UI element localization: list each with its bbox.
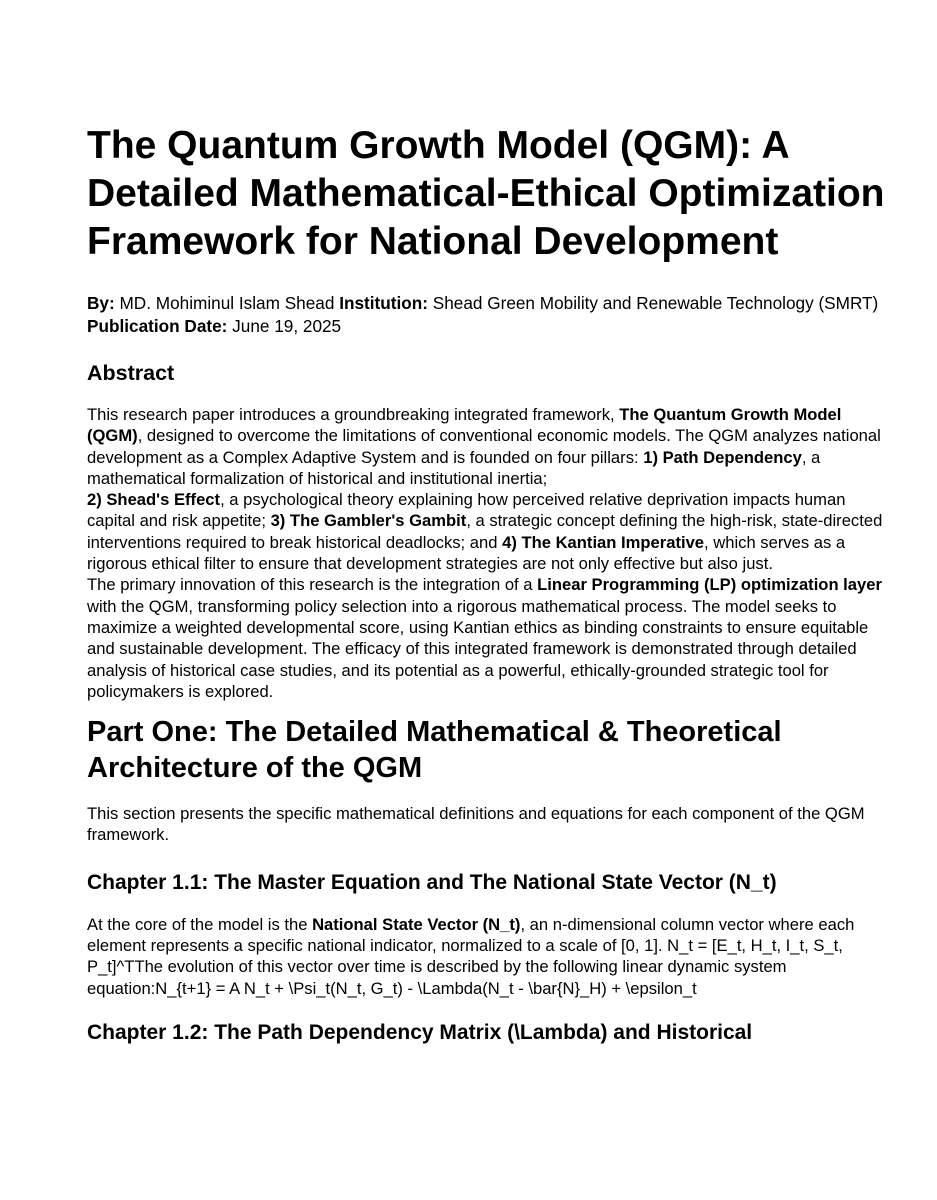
by-label: By: [87, 293, 115, 313]
abstract-p2-text-1: The primary innovation of this research is the integration of a [87, 575, 538, 595]
paper-title: The Quantum Growth Model (QGM): A Detailed Mathematical-Ethical Optimization Framework for National Development [87, 124, 885, 263]
abstract-p1-text-1: This research paper introduces a groundbreaking integrated framework, [87, 405, 620, 424]
abstract-paragraph-2 [87, 574, 887, 702]
chapter-1-2-heading: Chapter 1.2: The Path Dependency Matrix (\Lambda) and Historical [87, 1020, 753, 1044]
abstract-p1-bold-kantian-imperative: 4) The Kantian Imperative [502, 532, 705, 552]
chapter-1-1-text-1: At the core of the model is the [87, 914, 313, 934]
publication-date-label: Publication Date: [87, 316, 228, 336]
abstract-p1-text-5: , a strategic concept defining the high-risk, state-directed interventions required to break historical deadlocks; and [87, 511, 883, 552]
chapter-1-1-paragraph [87, 914, 887, 999]
abstract-p2-bold-lp-layer: Linear Programming (LP) optimization layer [537, 575, 882, 595]
paper-page [87, 122, 887, 1047]
abstract-p1-bold-sheads-effect: 2) Shead's Effect [87, 490, 221, 510]
institution-name: Shead Green Mobility and Renewable Technology (SMRT) [432, 293, 879, 313]
chapter-1-1-bold-state-vector: National State Vector (N_t) [312, 914, 521, 934]
abstract-paragraph-1 [87, 404, 887, 574]
abstract-p2-text-2: with the QGM, transforming policy selection into a rigorous mathematical process. The model seeks to maximize a weighted developmental score, using Kantian ethics as binding constraints to ensure equitable and sustainable development. The efficacy of this integrated framework is demonstrated through detailed analysis of historical case studies, and its potential as a powerful, ethically-grounded strategic tool for policymakers is explored. [87, 596, 869, 701]
publication-date: June 19, 2025 [232, 316, 342, 336]
chapter-1-1-text-2: , an n-dimensional column vector where each element represents a specific national indicator, normalized to a scale of [0, 1]. N_t = [E_t, H_t, I_t, S_t, P_t]^TThe evolution of this vector over time is described by the following linear dynamic system equation:N_{t+1} = A N_t + \Psi_t(N_t, G_t) - \Lambda(N_t - \bar{N}_H) + \epsilon_t [87, 914, 855, 998]
byline [87, 292, 887, 338]
abstract-p1-bold-gamblers-gambit: 3) The Gambler's Gambit [270, 511, 467, 531]
part-one-intro: This section presents the specific mathematical definitions and equations for each component of the QGM framework. [87, 804, 865, 845]
part-one-heading: Part One: The Detailed Mathematical & Theoretical Architecture of the QGM [87, 716, 782, 785]
chapter-1-1-heading: Chapter 1.1: The Master Equation and The National State Vector (N_t) [87, 870, 777, 894]
abstract-p1-text-4: , a psychological theory explaining how perceived relative deprivation impacts human capital and risk appetite; [87, 490, 846, 531]
abstract-p1-text-2: , designed to overcome the limitations of conventional economic models. The QGM analyzes national development as a Complex Adaptive System and is founded on four pillars: [87, 426, 881, 467]
author-name: MD. Mohiminul Islam Shead [119, 293, 335, 313]
institution-label: Institution: [339, 293, 428, 313]
abstract-p1-bold-path-dependency: 1) Path Dependency [643, 447, 802, 467]
abstract-heading: Abstract [87, 361, 175, 385]
abstract-p1-text-3: , a mathematical formalization of historical and institutional inertia; [87, 447, 821, 488]
abstract-p1-text-6: , which serves as a rigorous ethical filter to ensure that development strategies are not only effective but also just. [87, 532, 846, 574]
abstract-p1-bold-qgm: The Quantum Growth Model (QGM) [87, 405, 842, 446]
